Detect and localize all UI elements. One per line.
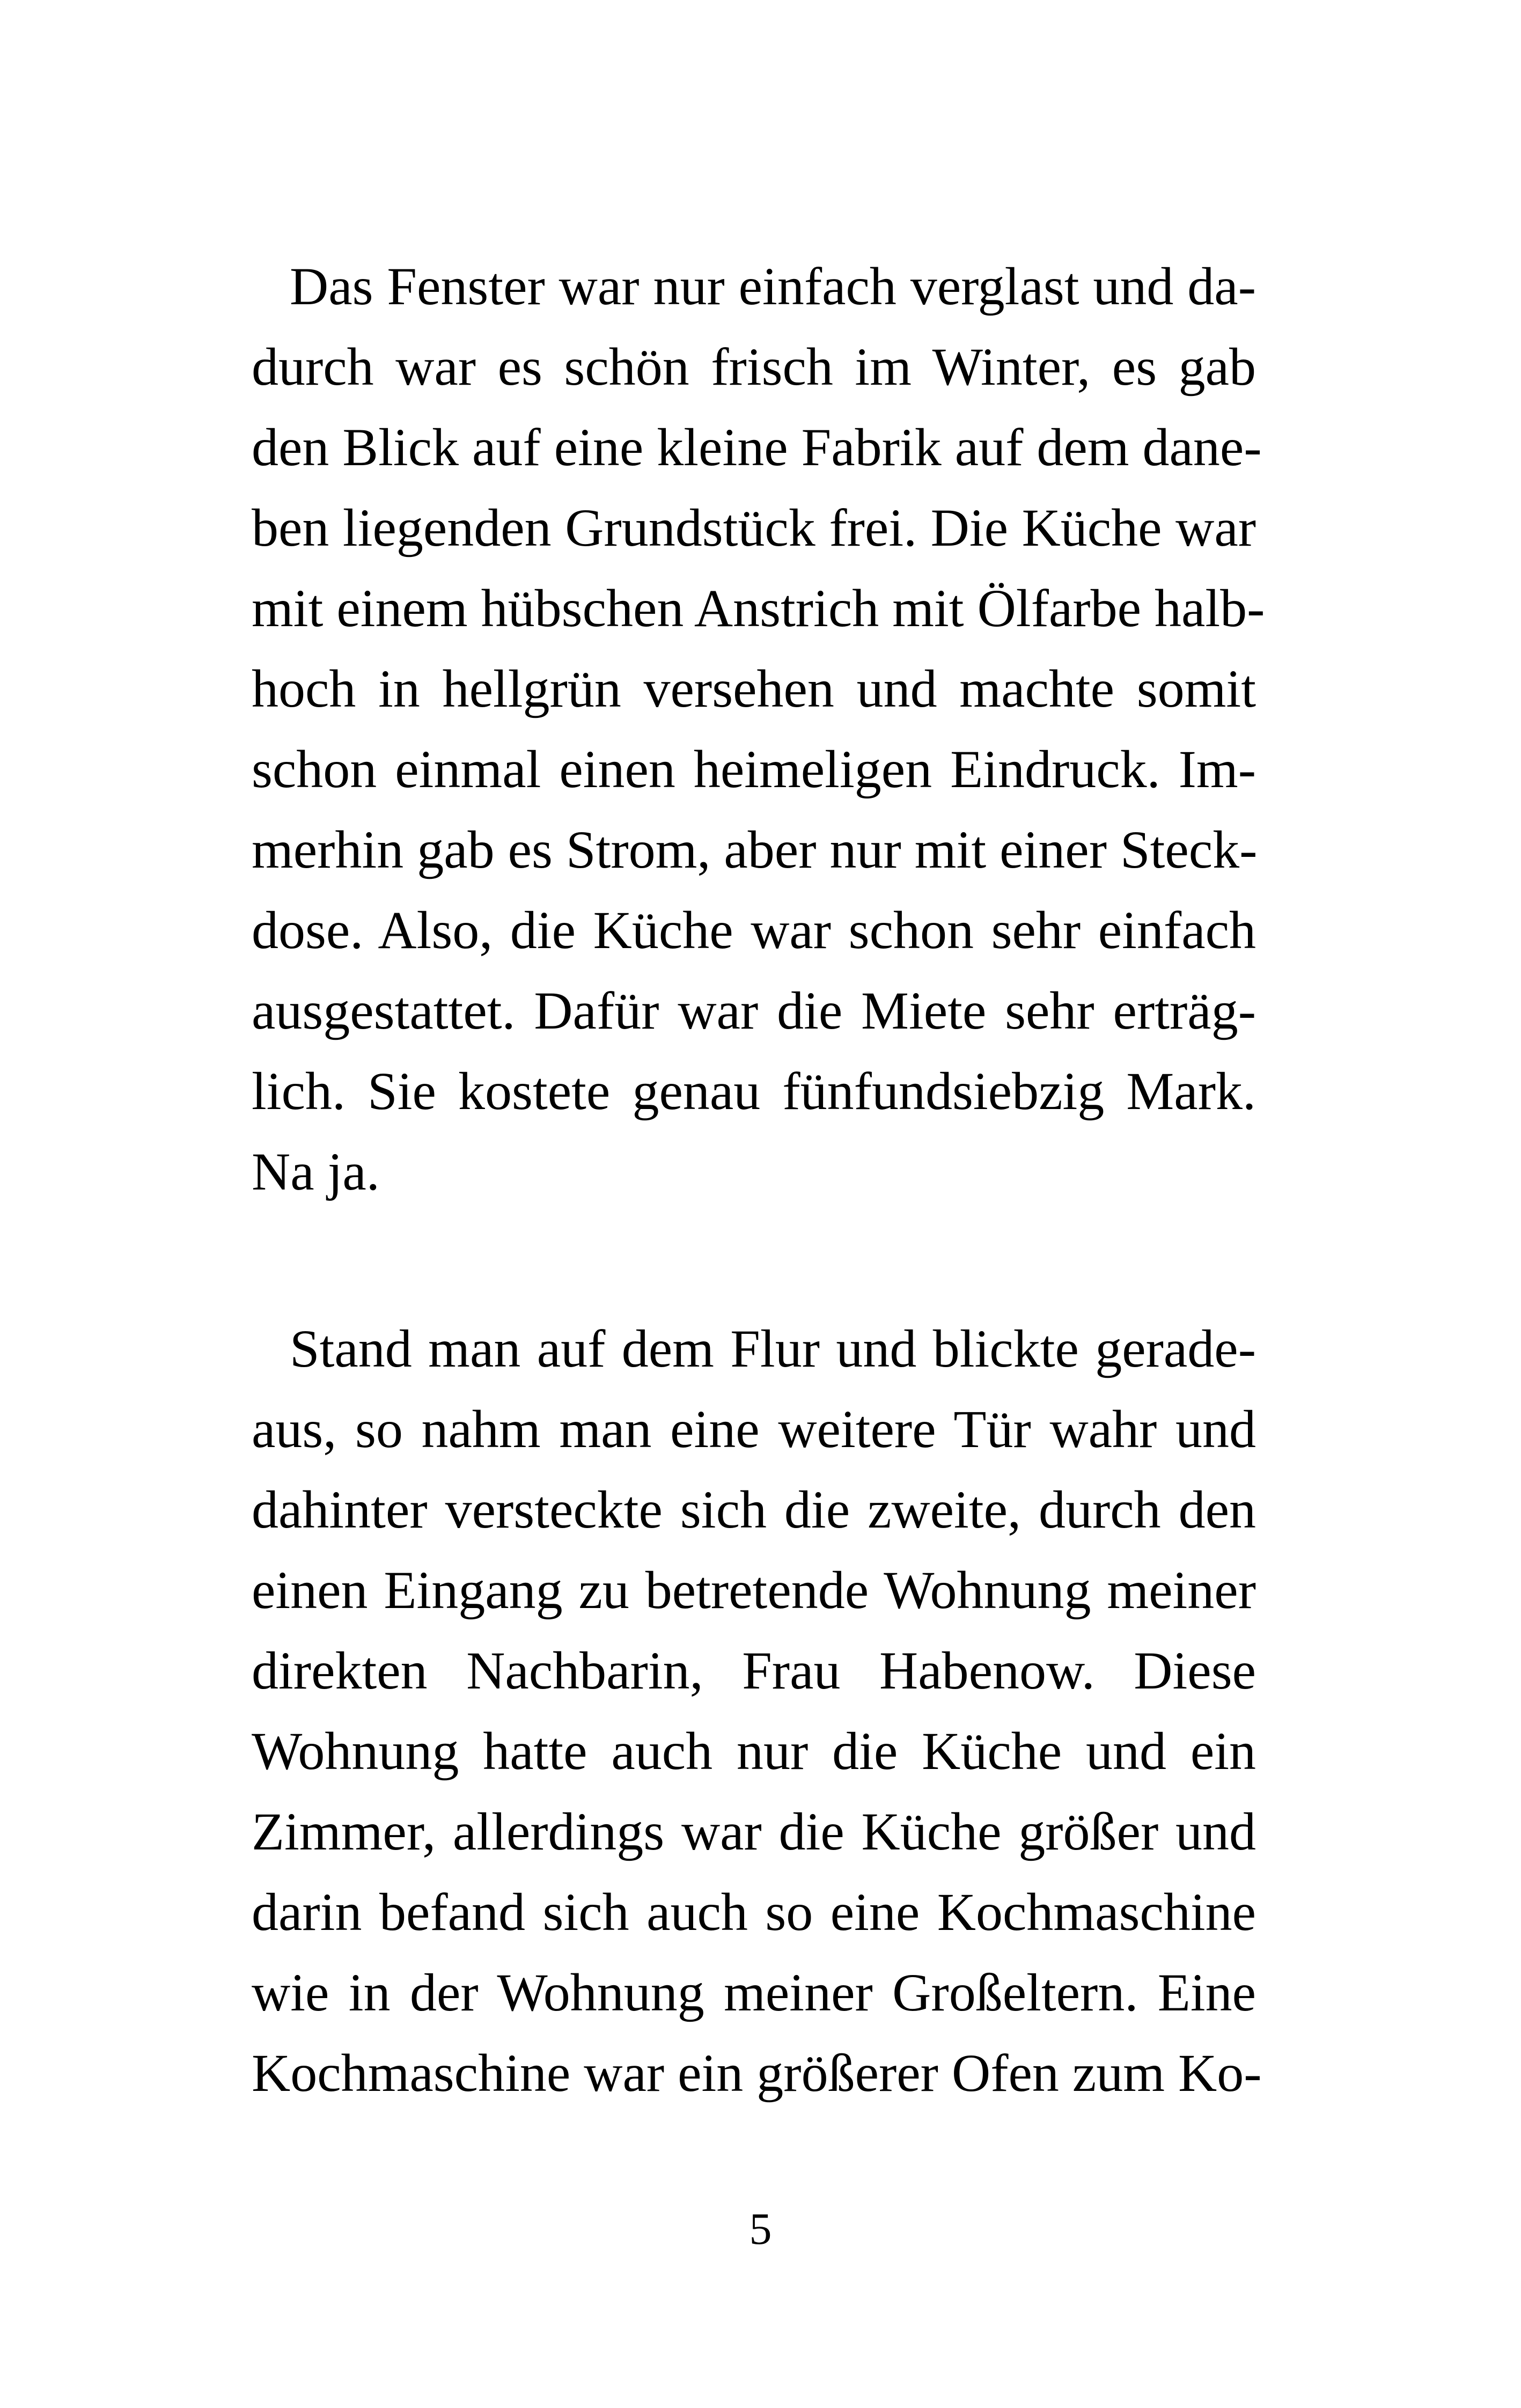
text-line: durch war es schön frisch im Winter, es gab: [252, 337, 1256, 397]
text-line: lich. Sie kostete genau fünfundsiebzig Mark.: [252, 1061, 1256, 1121]
text-line: Das Fenster war nur einfach verglast und da-: [290, 256, 1256, 316]
text-line: wie in der Wohnung meiner Großeltern. Eine: [252, 1963, 1256, 2022]
text-line: schon einmal einen heimeligen Eindruck. Im-: [252, 739, 1256, 799]
text-line: ben liegenden Grundstück frei. Die Küche war: [252, 498, 1256, 557]
text-line: Zimmer, allerdings war die Küche größer und: [252, 1802, 1256, 1861]
text-line: einen Eingang zu betretende Wohnung meiner: [252, 1560, 1256, 1620]
text-line: mit einem hübschen Anstrich mit Ölfarbe halb-: [252, 578, 1265, 638]
text-line: darin befand sich auch so eine Kochmaschine: [252, 1882, 1256, 1942]
text-line: ausgestattet. Dafür war die Miete sehr erträg-: [252, 981, 1256, 1040]
text-line: Na ja.: [252, 1142, 380, 1201]
text-line: merhin gab es Strom, aber nur mit einer Steck-: [252, 820, 1258, 879]
text-line: direkten Nachbarin, Frau Habenow. Diese: [252, 1641, 1256, 1700]
text-line: aus, so nahm man eine weitere Tür wahr und: [252, 1399, 1256, 1459]
text-line: den Blick auf eine kleine Fabrik auf dem dane-: [252, 417, 1262, 477]
text-line: Kochmaschine war ein größerer Ofen zum Ko-: [252, 2043, 1262, 2103]
text-line: dahinter versteckte sich die zweite, durch den: [252, 1480, 1256, 1539]
text-line: Stand man auf dem Flur und blickte gerade-: [290, 1319, 1256, 1378]
page-number: 5: [749, 2204, 772, 2254]
text-line: hoch in hellgrün versehen und machte somit: [252, 659, 1256, 718]
text-line: Wohnung hatte auch nur die Küche und ein: [252, 1721, 1256, 1781]
text-line: dose. Also, die Küche war schon sehr einfach: [252, 900, 1256, 960]
